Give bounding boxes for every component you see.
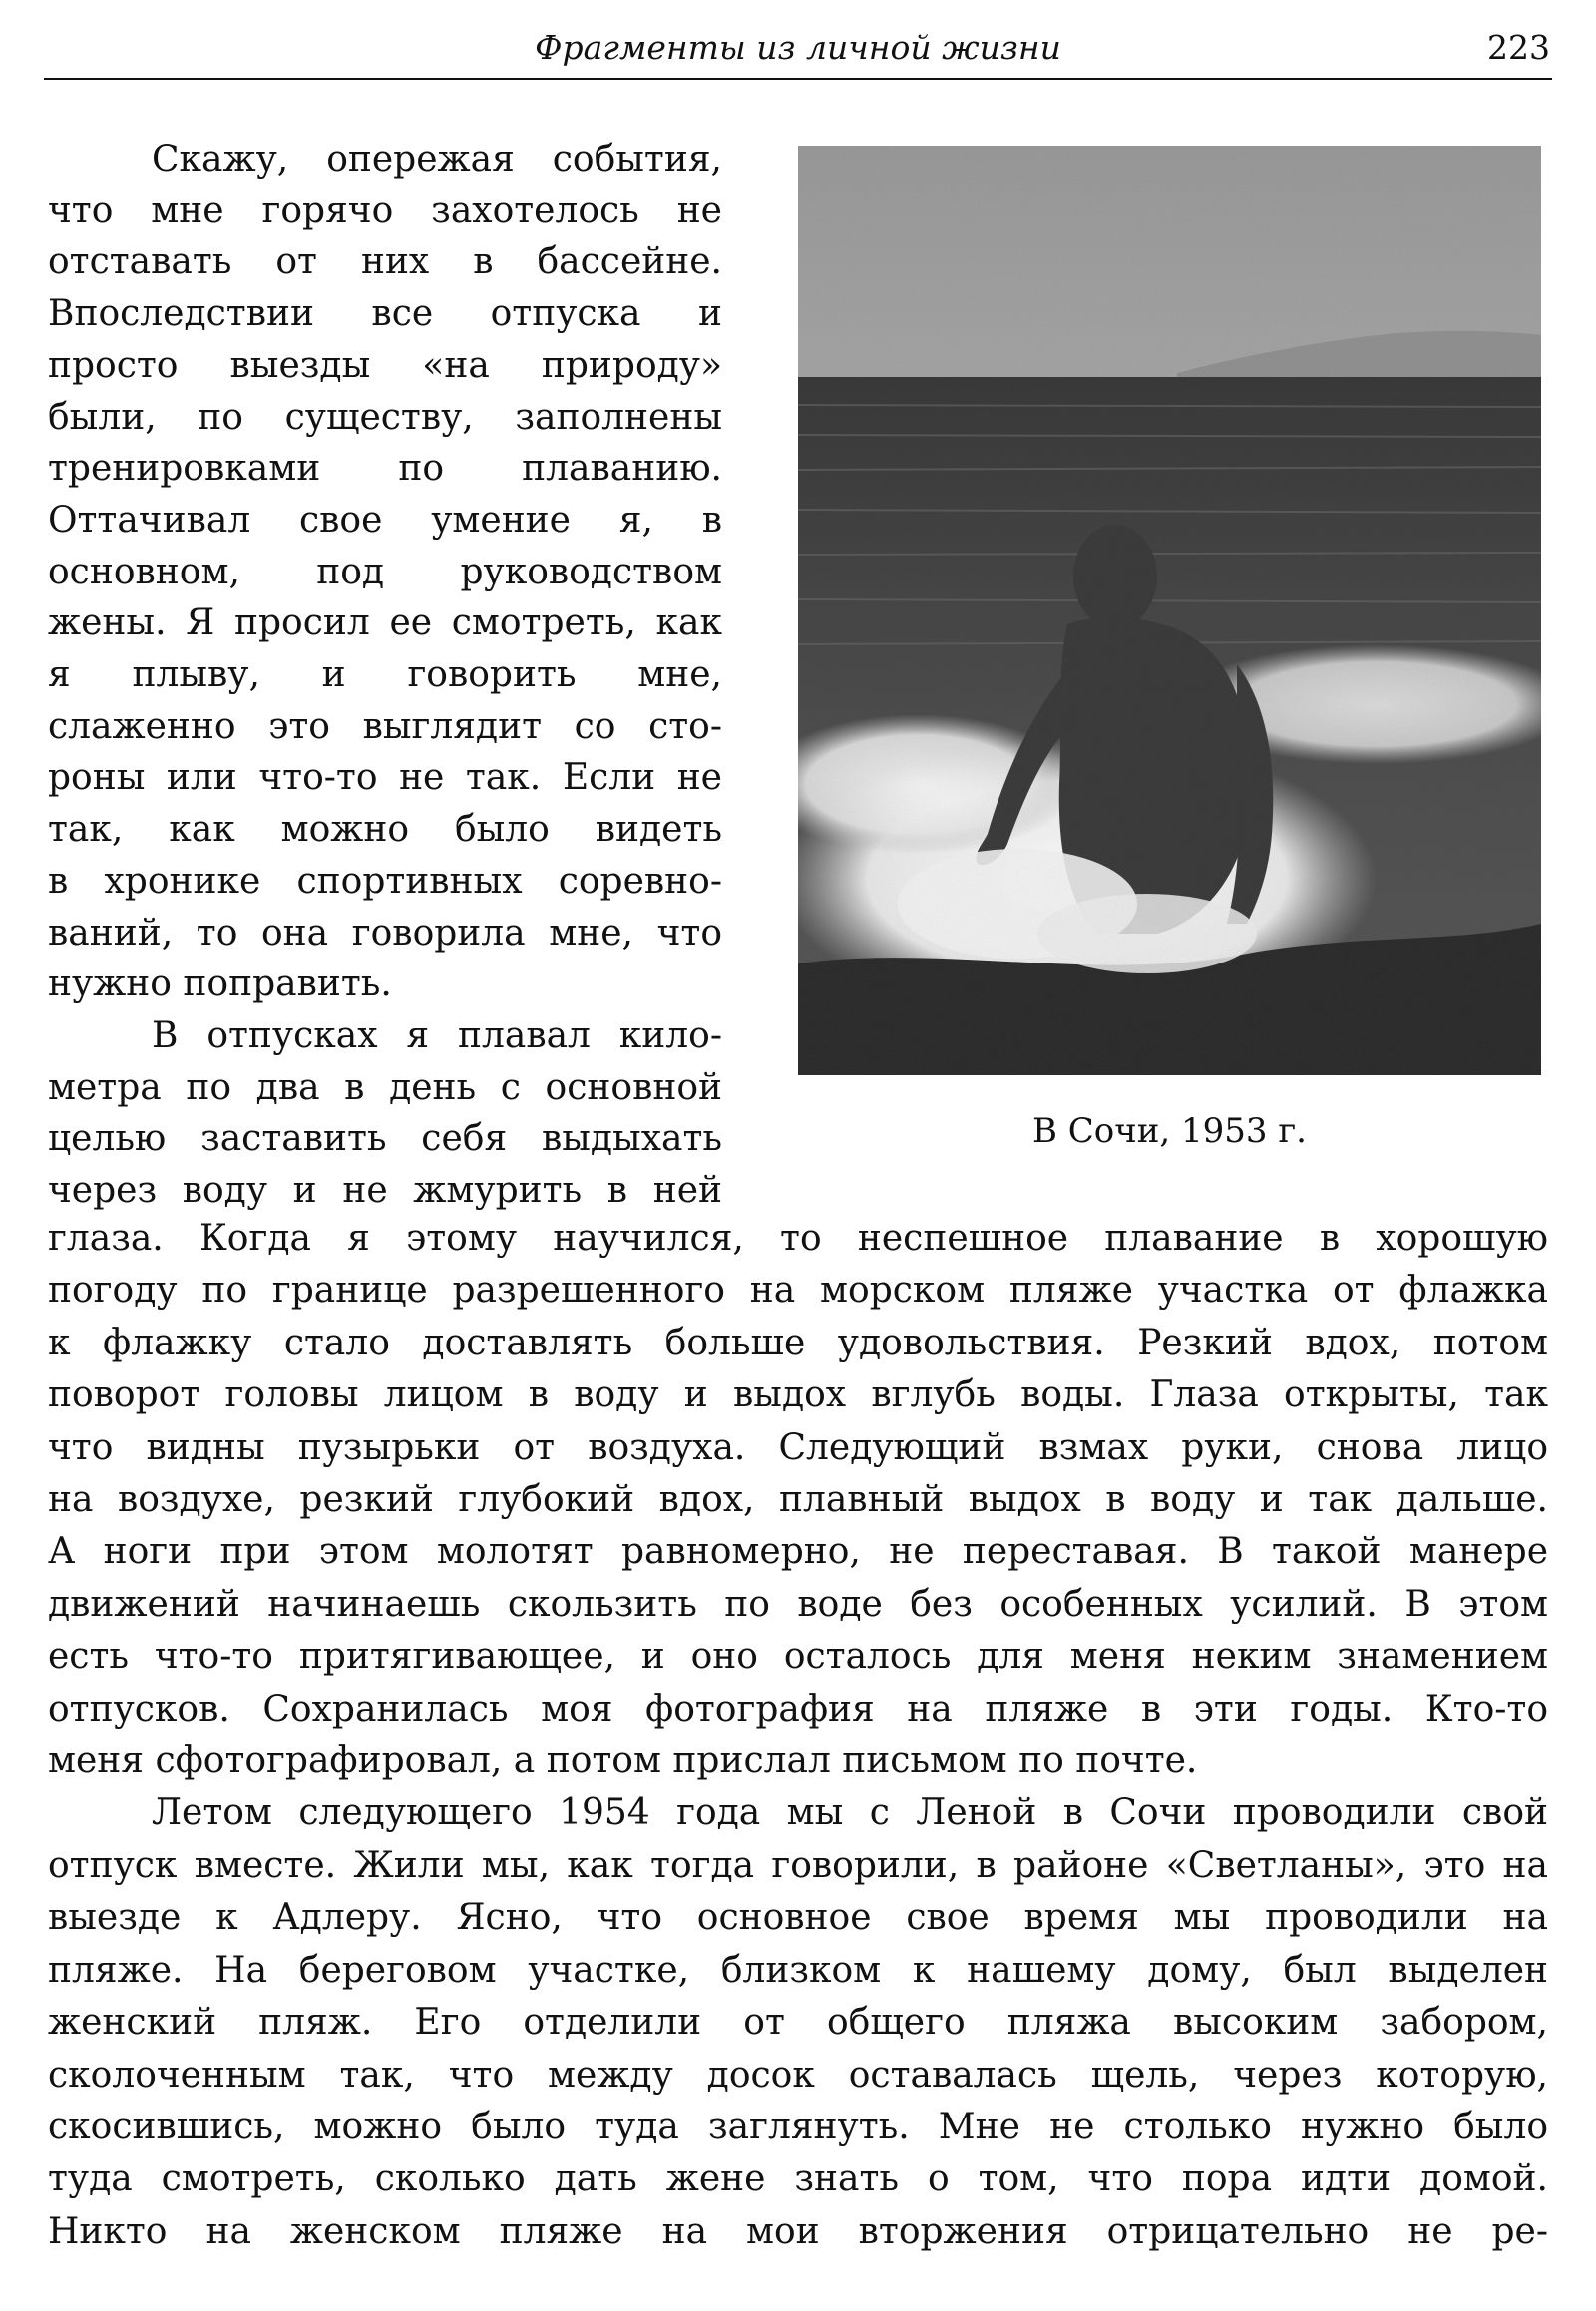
text-line: целью заставить себя выдыхать: [48, 1118, 722, 1160]
text-line: движений начинаешь скользить по воде без особенных усилий. В этом: [48, 1583, 1548, 1625]
text-line: слаженно это выглядит со сто-: [48, 705, 722, 747]
running-header: [44, 26, 1552, 80]
text-line: пляже. На береговом участке, близком к нашему дому, был выделен: [48, 1949, 1548, 1991]
text-line: основном, под руководством: [48, 551, 722, 592]
text-line: А ноги при этом молотят равномерно, не переставая. В такой манере: [48, 1531, 1548, 1573]
text-line: женский пляж. Его отделили от общего пляжа высоким забором,: [48, 2002, 1548, 2044]
beach-photograph: [798, 146, 1541, 1075]
text-line: Летом следующего 1954 года мы с Леной в Сочи проводили свой: [152, 1792, 1548, 1834]
full-width-text: [48, 1213, 1548, 2258]
paragraph: [48, 1213, 1548, 1787]
paragraph: [48, 1010, 722, 1217]
text-line: к флажку стало доставлять больше удовольствия. Резкий вдох, потом: [48, 1322, 1548, 1363]
text-line: через воду и не жмурить в ней: [48, 1170, 722, 1212]
text-line: нужно поправить.: [48, 963, 392, 1005]
text-line: Скажу, опережая события,: [152, 139, 722, 180]
paragraph: [48, 134, 722, 1010]
text-line: В отпусках я плавал кило-: [152, 1014, 722, 1056]
text-line: просто выезды «на природу»: [48, 344, 722, 386]
text-line: туда смотреть, сколько дать жене знать о том, что пора идти домой.: [48, 2158, 1548, 2200]
running-title: Фрагменты из личной жизни: [535, 28, 1061, 67]
text-line: были, по существу, заполнены: [48, 396, 722, 438]
text-line: Никто на женском пляже на мои вторжения отрицательно не ре-: [48, 2210, 1548, 2252]
text-line: ваний, то она говорила мне, что: [48, 912, 722, 954]
paragraph: [48, 1787, 1548, 2258]
text-line: глаза. Когда я этому научился, то неспешное плавание в хорошую: [48, 1218, 1548, 1259]
text-line: метра по два в день с основной: [48, 1066, 722, 1108]
text-line: сколоченным так, что между досок оставалась щель, через которую,: [48, 2054, 1548, 2096]
text-line: отставать от них в бассейне.: [48, 241, 722, 283]
text-line: в хронике спортивных соревно-: [48, 860, 722, 902]
text-line: так, как можно было видеть: [48, 809, 722, 851]
text-line: меня сфотографировал, а потом прислал письмом по почте.: [48, 1740, 1198, 1782]
text-line: тренировками по плаванию.: [48, 448, 722, 490]
text-line: поворот головы лицом в воду и выдох вглубь воды. Глаза открыты, так: [48, 1374, 1548, 1416]
page-number: 223: [1487, 28, 1550, 67]
left-column-text: [48, 134, 722, 1217]
text-line: скосившись, можно было туда заглянуть. Мне не столько нужно было: [48, 2106, 1548, 2147]
text-line: отпуск вместе. Жили мы, как тогда говорили, в районе «Светланы», это на: [48, 1844, 1548, 1886]
text-line: погоду по границе разрешенного на морском пляже участка от флажка: [48, 1270, 1548, 1312]
text-line: на воздухе, резкий глубокий вдох, плавный выдох в воду и так дальше.: [48, 1479, 1548, 1521]
text-line: роны или что-то не так. Если не: [48, 757, 722, 799]
text-line: я плыву, и говорить мне,: [48, 654, 722, 696]
text-line: выезде к Адлеру. Ясно, что основное свое время мы проводили на: [48, 1897, 1548, 1939]
photo-caption: В Сочи, 1953 г.: [1032, 1111, 1307, 1151]
text-line: что видны пузырьки от воздуха. Следующий взмах руки, снова лицо: [48, 1426, 1548, 1468]
text-line: Впоследствии все отпуска и: [48, 293, 722, 335]
text-line: жены. Я просил ее смотреть, как: [48, 602, 722, 644]
text-line: отпусков. Сохранилась моя фотография на пляже в эти годы. Кто-то: [48, 1688, 1548, 1730]
text-line: Оттачивал свое умение я, в: [48, 499, 722, 541]
text-line: что мне горячо захотелось не: [48, 190, 722, 231]
text-line: есть что-то притягивающее, и оно осталось для меня неким знамением: [48, 1636, 1548, 1678]
